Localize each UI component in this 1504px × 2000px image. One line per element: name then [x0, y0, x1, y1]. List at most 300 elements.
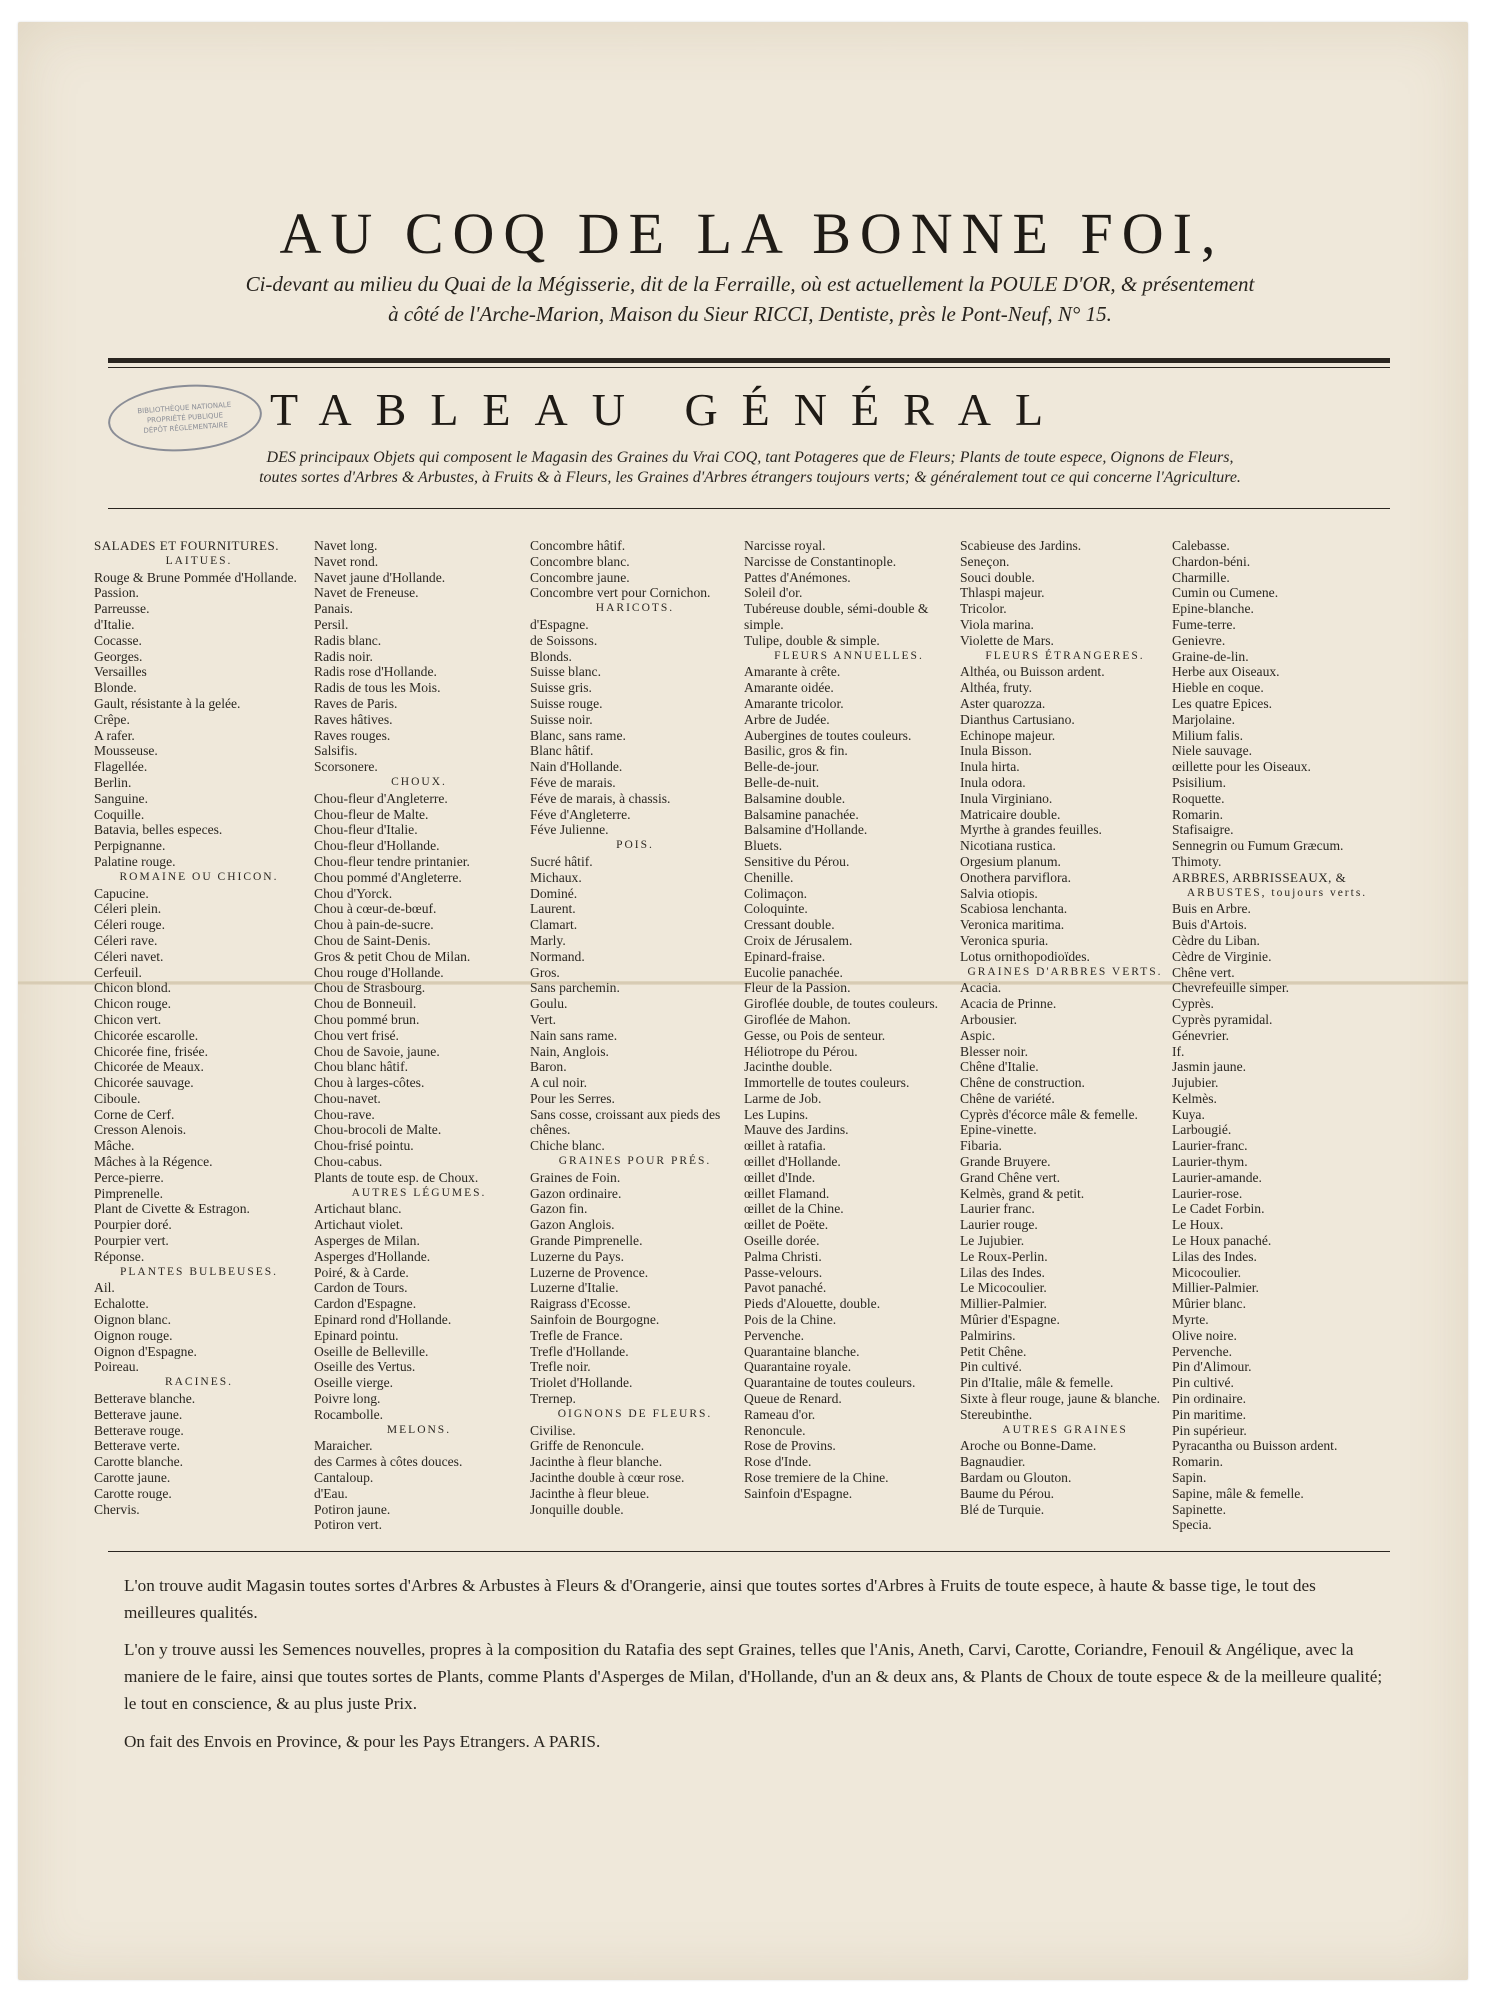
list-item: Arbousier.: [960, 1011, 1018, 1027]
list-item: Specia.: [1172, 1517, 1212, 1533]
list-item: Raves de Paris.: [314, 695, 398, 711]
list-item: Nain d'Hollande.: [530, 759, 623, 775]
section-heading: CHOUX.: [391, 775, 447, 788]
list-item: Fibaria.: [960, 1138, 1002, 1154]
list-item: Luzerne du Pays.: [530, 1248, 624, 1264]
list-item: Féve de marais.: [530, 774, 616, 790]
list-item: Althéa, ou Buisson ardent.: [960, 664, 1105, 680]
list-item: Marjolaine.: [1172, 711, 1236, 727]
list-item: Poiré, & à Carde.: [314, 1264, 409, 1280]
list-item: Narcisse royal.: [744, 538, 826, 553]
list-item: Graine-de-lin.: [1172, 648, 1249, 664]
section-heading: POIS.: [616, 839, 654, 852]
column-6: [1172, 538, 1382, 1533]
list-item: Narcisse de Constantinople.: [744, 553, 897, 569]
list-item: Asperges d'Hollande.: [314, 1248, 431, 1264]
list-item: Trernep.: [530, 1391, 576, 1407]
list-item: Coquille.: [94, 806, 145, 822]
list-item: Chou-rave.: [314, 1106, 375, 1122]
list-item: Viola marina.: [960, 616, 1034, 632]
list-item: Michaux.: [530, 869, 582, 885]
address-line-1: Ci-devant au milieu du Quai de la Mégisserie, dit de la Ferraille, où est actuellement la POULE D'OR, & présentement: [245, 272, 1255, 296]
list-item: Tricolor.: [960, 601, 1007, 617]
list-item: Inula Bisson.: [960, 743, 1032, 759]
list-item: Stafisaigre.: [1172, 822, 1234, 838]
list-item: Concombre blanc.: [530, 553, 630, 569]
list-item: Le Jujubier.: [960, 1233, 1025, 1249]
list-item: Cerfeuil.: [94, 964, 142, 980]
list-item: Chou-fleur tendre printanier.: [314, 853, 470, 869]
list-item: Blonde.: [94, 680, 137, 696]
list-item: Pourpier vert.: [94, 1233, 169, 1249]
list-item: Balsamine d'Hollande.: [744, 822, 868, 838]
list-item: d'Espagne.: [530, 616, 589, 632]
list-item: Thimoty.: [1172, 853, 1222, 869]
list-item: Milium falis.: [1172, 727, 1243, 743]
list-item: Balsamine panachée.: [744, 806, 859, 822]
list-item: Chenille.: [744, 869, 794, 885]
list-item: Pour les Serres.: [530, 1090, 615, 1106]
list-item: Sans cosse, croissant aux pieds des chênes.: [530, 1106, 721, 1138]
list-item: des Carmes à côtes douces.: [314, 1454, 463, 1470]
list-item: Soleil d'or.: [744, 585, 803, 601]
list-item: Stereubinthe.: [960, 1406, 1033, 1422]
list-item: Jonquille double.: [530, 1501, 624, 1517]
list-item: Gazon fin.: [530, 1201, 588, 1217]
list-item: Berlin.: [94, 774, 132, 790]
list-item: Luzerne de Provence.: [530, 1264, 649, 1280]
list-item: A cul noir.: [530, 1075, 588, 1091]
list-item: Cèdre de Virginie.: [1172, 948, 1272, 964]
list-item: Tubéreuse double, sémi-double & simple.: [744, 601, 929, 632]
list-item: Chou rouge d'Hollande.: [314, 964, 444, 980]
list-item: Fume-terre.: [1172, 616, 1236, 632]
list-item: Fleur de la Passion.: [744, 980, 851, 996]
list-item: Le Houx.: [1172, 1217, 1224, 1233]
list-item: Féve Julienne.: [530, 822, 609, 838]
list-item: Chou de Strasbourg.: [314, 980, 426, 996]
list-item: Corne de Cerf.: [94, 1106, 175, 1122]
list-item: Sucré hâtif.: [530, 853, 593, 869]
list-item: Sans parchemin.: [530, 980, 620, 996]
list-item: Betterave blanche.: [94, 1391, 196, 1407]
list-item: Goulu.: [530, 996, 568, 1012]
list-item: Lotus ornithopodioïdes.: [960, 948, 1090, 964]
list-item: Chicorée fine, frisée.: [94, 1043, 208, 1059]
list-item: Myrte.: [1172, 1312, 1209, 1328]
list-item: Romarin.: [1172, 806, 1223, 822]
list-item: Pin d'Alimour.: [1172, 1359, 1252, 1375]
list-item: Epine-blanche.: [1172, 601, 1254, 617]
list-item: œillette pour les Oiseaux.: [1172, 759, 1311, 775]
list-item: Chou-fleur d'Italie.: [314, 822, 418, 838]
section-heading: FLEURS ÉTRANGERES.: [985, 649, 1145, 662]
list-item: Grand Chêne vert.: [960, 1169, 1061, 1185]
list-item: Laurier-thym.: [1172, 1154, 1248, 1170]
column-3: [530, 538, 740, 1517]
column-2: [314, 538, 524, 1533]
list-item: Radis rose d'Hollande.: [314, 664, 437, 680]
list-item: Colimaçon.: [744, 885, 808, 901]
list-item: Gault, résistante à la gelée.: [94, 695, 241, 711]
list-item: Psisilium.: [1172, 774, 1227, 790]
list-item: Inula odora.: [960, 774, 1026, 790]
list-item: Rocambolle.: [314, 1406, 384, 1422]
list-item: Chou à cœur-de-bœuf.: [314, 901, 437, 917]
list-item: Chou de Savoie, jaune.: [314, 1043, 440, 1059]
list-item: Maraicher.: [314, 1438, 373, 1454]
list-item: Laurier-rose.: [1172, 1185, 1243, 1201]
list-item: Radis de tous les Mois.: [314, 680, 441, 696]
list-item: Normand.: [530, 948, 585, 964]
list-item: Basilic, gros & fin.: [744, 743, 848, 759]
list-item: A rafer.: [94, 727, 135, 743]
list-item: Amarante oidée.: [744, 680, 834, 696]
list-item: Rose de Provins.: [744, 1438, 836, 1454]
list-item: Cressant double.: [744, 917, 835, 933]
list-item: Artichaut blanc.: [314, 1201, 402, 1217]
list-item: Concombre hâtif.: [530, 538, 626, 553]
list-item: de Soissons.: [530, 632, 598, 648]
list-item: Bagnaudier.: [960, 1454, 1026, 1470]
list-item: Onothera parviflora.: [960, 869, 1071, 885]
list-item: Parreusse.: [94, 601, 150, 617]
list-item: Palma Christi.: [744, 1248, 822, 1264]
header-rule-thin: [108, 367, 1390, 368]
list-item: Le Micocoulier.: [960, 1280, 1047, 1296]
list-item: Luzerne d'Italie.: [530, 1280, 619, 1296]
list-item: Lilas des Indes.: [1172, 1248, 1257, 1264]
list-item: Trefle d'Hollande.: [530, 1343, 629, 1359]
column-5: [960, 538, 1170, 1517]
list-item: Genievre.: [1172, 632, 1226, 648]
list-item: Navet jaune d'Hollande.: [314, 569, 446, 585]
section-heading: OIGNONS DE FLEURS.: [557, 1407, 713, 1420]
list-item: If.: [1172, 1043, 1185, 1059]
list-item: Betterave verte.: [94, 1438, 181, 1454]
list-item: Epinard rond d'Hollande.: [314, 1312, 452, 1328]
list-item: Rameau d'or.: [744, 1406, 816, 1422]
list-item: Navet long.: [314, 538, 378, 553]
list-item: Griffe de Renoncule.: [530, 1438, 645, 1454]
list-item: Roquette.: [1172, 790, 1225, 806]
stamp-line-3: DÉPÔT RÉGLEMENTAIRE: [143, 421, 229, 435]
list-item: Navet rond.: [314, 553, 379, 569]
list-item: Dominé.: [530, 885, 578, 901]
list-item: Charmille.: [1172, 569, 1230, 585]
tableau-description-2: toutes sortes d'Arbres & Arbustes, à Fruits & à Fleurs, les Graines d'Arbres étrangers toujours verts; & généralement tout ce qui concerne l'Agriculture.: [259, 469, 1241, 486]
list-item: Chêne d'Italie.: [960, 1059, 1039, 1075]
list-item: œillet Flamand.: [744, 1185, 830, 1201]
list-item: Pin cultivé.: [1172, 1375, 1234, 1391]
list-item: Panais.: [314, 601, 353, 617]
list-item: Oignon blanc.: [94, 1312, 172, 1328]
list-item: Pourpier doré.: [94, 1217, 172, 1233]
list-item: Arbre de Judée.: [744, 711, 830, 727]
list-item: Scabieuse des Jardins.: [960, 538, 1082, 553]
list-item: Acacia.: [960, 980, 1002, 996]
list-item: Rouge & Brune Pommée d'Hollande.: [94, 569, 297, 585]
list-item: Suisse rouge.: [530, 695, 603, 711]
list-item: Suisse gris.: [530, 680, 592, 696]
list-item: Chou-frisé pointu.: [314, 1138, 414, 1154]
list-item: Matricaire double.: [960, 806, 1061, 822]
list-item: Les quatre Epices.: [1172, 695, 1273, 711]
list-item: d'Italie.: [94, 616, 135, 632]
list-item: Raigrass d'Ecosse.: [530, 1296, 631, 1312]
list-item: Blanc, sans rame.: [530, 727, 626, 743]
list-item: Veronica spuria.: [960, 932, 1049, 948]
section-heading: ROMAINE OU CHICON.: [119, 870, 279, 883]
list-item: Chicorée escarolle.: [94, 1027, 199, 1043]
list-item: Raves rouges.: [314, 727, 391, 743]
list-item: Sixte à fleur rouge, jaune & blanche.: [960, 1391, 1161, 1407]
list-item: Réponse.: [94, 1248, 145, 1264]
list-item: Gros.: [530, 964, 560, 980]
list-item: Plant de Civette & Estragon.: [94, 1201, 250, 1217]
tableau-description-1: DES principaux Objets qui composent le Magasin des Graines du Vrai COQ, tant Potageres que de Fleurs; Plants de toute espece, Oignons de Fleurs,: [266, 449, 1234, 466]
list-item: Inula Virginiano.: [960, 790, 1053, 806]
list-item: Aubergines de toutes couleurs.: [744, 727, 912, 743]
list-item: Calebasse.: [1172, 538, 1230, 553]
list-item: Capucine.: [94, 885, 149, 901]
list-item: Jasmin jaune.: [1172, 1059, 1246, 1075]
section-heading: AUTRES GRAINES: [1002, 1423, 1128, 1436]
list-item: Epine-vinette.: [960, 1122, 1037, 1138]
list-item: Scorsonere.: [314, 759, 378, 775]
list-item: Les Lupins.: [744, 1106, 809, 1122]
list-item: Pattes d'Anémones.: [744, 569, 851, 585]
list-item: Seneçon.: [960, 553, 1010, 569]
list-item: Chou d'Yorck.: [314, 885, 393, 901]
list-item: Cyprès.: [1172, 996, 1214, 1012]
list-item: Concombre vert pour Cornichon.: [530, 585, 711, 601]
list-item: Betterave rouge.: [94, 1422, 184, 1438]
list-item: Flagellée.: [94, 759, 148, 775]
tableau-title: TABLEAU GÉNÉRAL: [270, 384, 1068, 435]
list-item: Céleri rave.: [94, 932, 158, 948]
list-item: Violette de Mars.: [960, 632, 1054, 648]
list-item: Chêne de variété.: [960, 1090, 1055, 1106]
list-item: Scabiosa lenchanta.: [960, 901, 1068, 917]
list-item: Sensitive du Pérou.: [744, 853, 850, 869]
list-item: Chou-navet.: [314, 1090, 381, 1106]
list-item: Chou pommé d'Angleterre.: [314, 869, 462, 885]
list-item: Le Cadet Forbin.: [1172, 1201, 1265, 1217]
list-item: Suisse blanc.: [530, 664, 601, 680]
list-item: Larbougié.: [1172, 1122, 1232, 1138]
list-item: œillet à ratafia.: [744, 1138, 826, 1154]
list-item: Buis d'Artois.: [1172, 917, 1247, 933]
list-item: Micocoulier.: [1172, 1264, 1242, 1280]
list-item: Balsamine double.: [744, 790, 846, 806]
list-item: Dianthus Cartusiano.: [960, 711, 1075, 727]
list-item: œillet d'Hollande.: [744, 1154, 841, 1170]
list-item: Baume du Pérou.: [960, 1485, 1055, 1501]
list-item: Pyracantha ou Buisson ardent.: [1172, 1438, 1338, 1454]
section-heading: ARBUSTES, toujours verts.: [1186, 886, 1368, 899]
list-item: Kuya.: [1172, 1106, 1205, 1122]
list-item: Navet de Freneuse.: [314, 585, 419, 601]
list-item: Buis en Arbre.: [1172, 901, 1251, 917]
list-item: Epinard-fraise.: [744, 948, 826, 964]
list-item: Chou de Bonneuil.: [314, 996, 417, 1012]
list-item: Concombre jaune.: [530, 569, 630, 585]
footer-paragraph-1: L'on trouve audit Magasin toutes sortes d'Arbres & Arbustes à Fleurs & d'Orangerie, ainsi que toutes sortes d'Arbres à Fruits de toute espece, à haute & basse tige, le tout des meilleures qualités.: [124, 1576, 1316, 1622]
list-item: Sapin.: [1172, 1470, 1207, 1486]
list-item: Chou vert frisé.: [314, 1027, 399, 1043]
list-item: Laurier franc.: [960, 1201, 1035, 1217]
list-item: Blé de Turquie.: [960, 1501, 1045, 1517]
list-item: Aroche ou Bonne-Dame.: [960, 1438, 1097, 1454]
list-item: Cyprès pyramidal.: [1172, 1011, 1273, 1027]
list-item: Belle-de-nuit.: [744, 774, 820, 790]
list-item: Vert.: [530, 1011, 557, 1027]
list-item: Jacinthe à fleur blanche.: [530, 1454, 663, 1470]
list-item: Rose tremiere de la Chine.: [744, 1470, 889, 1486]
list-item: Laurier-franc.: [1172, 1138, 1248, 1154]
list-item: Artichaut violet.: [314, 1217, 404, 1233]
list-item: Blanc hâtif.: [530, 743, 594, 759]
list-item: Queue de Renard.: [744, 1391, 842, 1407]
list-item: Inula hirta.: [960, 759, 1020, 775]
list-item: Chêne de construction.: [960, 1075, 1085, 1091]
list-item: Cantaloup.: [314, 1470, 374, 1486]
list-item: Chêne vert.: [1172, 964, 1235, 980]
list-item: Coloquinte.: [744, 901, 808, 917]
list-item: Oseille des Vertus.: [314, 1359, 416, 1375]
list-item: Cocasse.: [94, 632, 142, 648]
list-item: Clamart.: [530, 917, 578, 933]
list-item: Marly.: [530, 932, 566, 948]
list-item: Féve d'Angleterre.: [530, 806, 631, 822]
list-item: Crêpe.: [94, 711, 130, 727]
list-item: Céleri navet.: [94, 948, 164, 964]
list-item: Chiche blanc.: [530, 1138, 605, 1154]
list-item: Giroflée double, de toutes couleurs.: [744, 996, 939, 1012]
list-item: Croix de Jérusalem.: [744, 932, 853, 948]
list-item: Giroflée de Mahon.: [744, 1011, 851, 1027]
footer-paragraph-2: L'on y trouve aussi les Semences nouvelles, propres à la composition du Ratafia des sept Graines, telles que l'Anis, Aneth, Carvi, Carotte, Coriandre, Fenouil & Angélique, avec la maniere de le faire, ainsi que toutes sortes de Plants, comme Plants d'Asperges de Milan, d'Hollande, d'un an & deux ans, & Plants de Choux de toute espece & de la meilleure qualité; le tout en conscience, & au plus juste Prix.: [124, 1640, 1383, 1713]
list-item: Aspic.: [960, 1027, 996, 1043]
list-item: Quarantaine royale.: [744, 1359, 852, 1375]
list-item: Oignon d'Espagne.: [94, 1343, 197, 1359]
list-item: Cumin ou Cumene.: [1172, 585, 1279, 601]
section-heading: GRAINES D'ARBRES VERTS.: [967, 965, 1163, 978]
list-item: Oseille dorée.: [744, 1233, 820, 1249]
list-item: Héliotrope du Pérou.: [744, 1043, 858, 1059]
list-item: Pin ordinaire.: [1172, 1391, 1246, 1407]
list-item: Sapinette.: [1172, 1501, 1226, 1517]
list-item: Carotte rouge.: [94, 1485, 172, 1501]
list-item: Mauve des Jardins.: [744, 1122, 849, 1138]
list-item: Immortelle de toutes couleurs.: [744, 1075, 910, 1091]
list-item: Thlaspi majeur.: [960, 585, 1045, 601]
list-item: Gros & petit Chou de Milan.: [314, 948, 471, 964]
list-item: Triolet d'Hollande.: [530, 1375, 633, 1391]
list-item: Rose d'Inde.: [744, 1454, 812, 1470]
list-item: Trefle noir.: [530, 1359, 591, 1375]
list-item: Hieble en coque.: [1172, 680, 1264, 696]
list-item: Romarin.: [1172, 1454, 1223, 1470]
list-item: Chou pommé brun.: [314, 1011, 420, 1027]
list-item: Cresson Alenois.: [94, 1122, 187, 1138]
section-heading: FLEURS ANNUELLES.: [774, 649, 924, 662]
list-item: Chicorée sauvage.: [94, 1075, 194, 1091]
section-heading: SALADES ET FOURNITURES.: [94, 538, 279, 553]
list-item: Jacinthe double.: [744, 1059, 833, 1075]
list-item: Laurier-amande.: [1172, 1169, 1262, 1185]
list-item: Renoncule.: [744, 1422, 806, 1438]
shop-title: AU COQ DE LA BONNE FOI,: [279, 201, 1225, 266]
list-item: Larme de Job.: [744, 1090, 822, 1106]
list-item: Asperges de Milan.: [314, 1233, 420, 1249]
list-item: Althéa, fruty.: [960, 680, 1032, 696]
list-item: Raves hâtives.: [314, 711, 393, 727]
list-item: Oseille vierge.: [314, 1375, 394, 1391]
section-heading: MELONS.: [386, 1423, 452, 1436]
list-item: Mousseuse.: [94, 743, 158, 759]
list-item: Acacia de Prinne.: [960, 996, 1057, 1012]
list-item: Pieds d'Alouette, double.: [744, 1296, 881, 1312]
list-item: Carotte blanche.: [94, 1454, 184, 1470]
list-item: Myrthe à grandes feuilles.: [960, 822, 1102, 838]
list-item: Chou-fleur de Malte.: [314, 806, 429, 822]
list-item: Perce-pierre.: [94, 1169, 164, 1185]
list-item: Graines de Foin.: [530, 1169, 621, 1185]
column-1: [94, 538, 304, 1517]
list-item: Passe-velours.: [744, 1264, 823, 1280]
list-item: Potiron jaune.: [314, 1501, 391, 1517]
table-top-rule: [108, 508, 1390, 509]
list-item: Millier-Palmier.: [960, 1296, 1047, 1312]
list-item: Poivre long.: [314, 1391, 381, 1407]
section-heading: HARICOTS.: [595, 602, 675, 615]
section-heading: PLANTES BULBEUSES.: [119, 1265, 279, 1278]
list-item: Palmirins.: [960, 1327, 1016, 1343]
catalogue-columns: [94, 538, 1406, 1548]
list-item: Féve de marais, à chassis.: [530, 790, 671, 806]
list-item: Herbe aux Oiseaux.: [1172, 664, 1280, 680]
list-item: Amarante à crête.: [744, 664, 841, 680]
list-item: Chou-fleur d'Angleterre.: [314, 790, 448, 806]
list-item: Tulipe, double & simple.: [744, 632, 880, 648]
list-item: Ail.: [94, 1280, 115, 1296]
list-item: Blonds.: [530, 648, 572, 664]
list-item: Orgesium planum.: [960, 853, 1061, 869]
list-item: Chou de Saint-Denis.: [314, 932, 431, 948]
list-item: Betterave jaune.: [94, 1406, 183, 1422]
list-item: Laurent.: [530, 901, 576, 917]
list-item: Grande Pimprenelle.: [530, 1233, 643, 1249]
list-item: Chou à larges-côtes.: [314, 1075, 425, 1091]
list-item: Oignon rouge.: [94, 1327, 173, 1343]
list-item: Chicon blond.: [94, 980, 172, 996]
list-item: Chervis.: [94, 1501, 140, 1517]
table-bottom-rule: [108, 1551, 1390, 1552]
list-item: Blesser noir.: [960, 1043, 1028, 1059]
list-item: Chicorée de Meaux.: [94, 1059, 204, 1075]
list-item: Chicon vert.: [94, 1011, 162, 1027]
list-item: Bluets.: [744, 838, 783, 854]
list-item: Ciboule.: [94, 1090, 141, 1106]
list-item: d'Eau.: [314, 1485, 348, 1501]
list-item: Petit Chêne.: [960, 1343, 1027, 1359]
list-item: Laurier rouge.: [960, 1217, 1038, 1233]
list-item: Civilise.: [530, 1422, 576, 1438]
list-item: Nicotiana rustica.: [960, 838, 1056, 854]
list-item: Belle-de-jour.: [744, 759, 820, 775]
